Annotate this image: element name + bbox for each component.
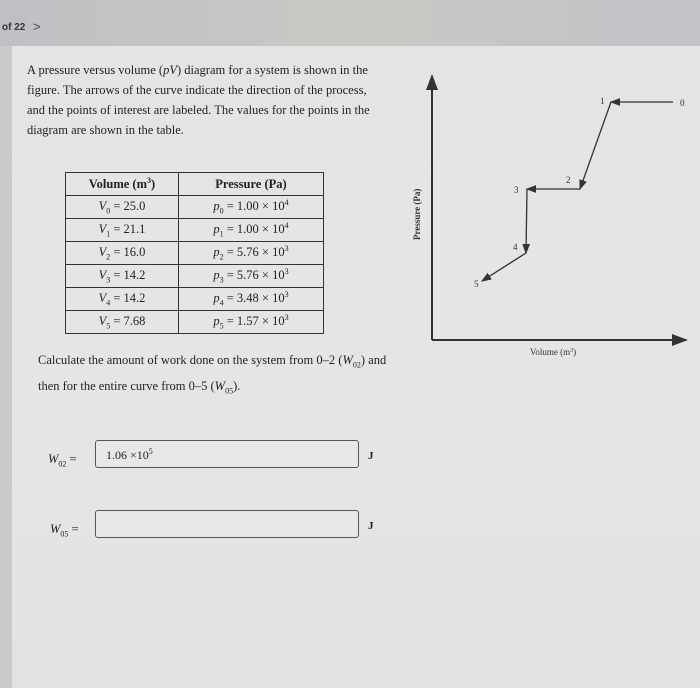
point-label-5: 5	[474, 279, 479, 289]
volume-cell: $V_4 = 14.2$	[66, 288, 179, 311]
w02-unit: J	[368, 450, 374, 462]
intro-text-2: ) diagram for a system is shown in the figure. The arrows of the curve indicate the direction of the process, and the points of interest are labeled. The values for the points in the diagram are shown in the table.	[27, 63, 370, 137]
point-label-0: 0	[680, 98, 685, 108]
pv-symbol: pV	[163, 63, 177, 77]
pressure-header: Pressure (Pa)	[179, 173, 324, 196]
page-count: of 22	[2, 22, 26, 33]
w05-input[interactable]	[95, 510, 359, 538]
pressure-cell: $p_3 = 5.76 \times 10^3$	[179, 265, 324, 288]
process-segment-1-2	[580, 102, 611, 189]
w05-unit: J	[368, 520, 374, 532]
point-label-3: 3	[514, 185, 519, 195]
volume-header: Volume $(m^3)$	[66, 173, 179, 196]
volume-cell: $V_2 = 16.0$	[66, 242, 179, 265]
pressure-cell: $p_2 = 5.76 \times 10^3$	[179, 242, 324, 265]
pressure-cell: $p_5 = 1.57 \times 10^3$	[179, 311, 324, 334]
pressure-cell: $p_1 = 1.00 \times 10^4$	[179, 219, 324, 242]
process-segment-4-5	[482, 253, 526, 281]
next-page-button[interactable]: >	[33, 19, 41, 34]
process-segment-3-4	[526, 189, 527, 253]
point-label-2: 2	[566, 175, 571, 185]
pressure-cell: $p_0 = 1.00 \times 10^4$	[179, 196, 324, 219]
point-label-4: 4	[513, 242, 518, 252]
point-label-1: 1	[600, 96, 605, 106]
volume-cell: $V_1 = 21.1$	[66, 219, 179, 242]
volume-cell: $V_3 = 14.2$	[66, 265, 179, 288]
volume-cell: $V_5 = 7.68$	[66, 311, 179, 334]
w05-label: $W_{05}$ =	[50, 522, 79, 539]
volume-cell: $V_0 = 25.0$	[66, 196, 179, 219]
process-curve	[474, 96, 685, 289]
w02-label: $W_{02}$ =	[48, 452, 77, 469]
intro-text: A pressure versus volume (	[27, 63, 164, 77]
y-axis-label: Pressure (Pa)	[412, 188, 422, 240]
x-axis-label: Volume $(m^3)$	[530, 347, 577, 357]
pressure-cell: $p_4 = 3.48 \times 10^3$	[179, 288, 324, 311]
question-text: Calculate the amount of work done on the system from 0–2 $(W_{02})$ and then for the entire curve from 0–5 $(W_{05})$.	[38, 353, 387, 395]
w02-input[interactable]: $1.06 \times 10^5$	[95, 440, 359, 468]
